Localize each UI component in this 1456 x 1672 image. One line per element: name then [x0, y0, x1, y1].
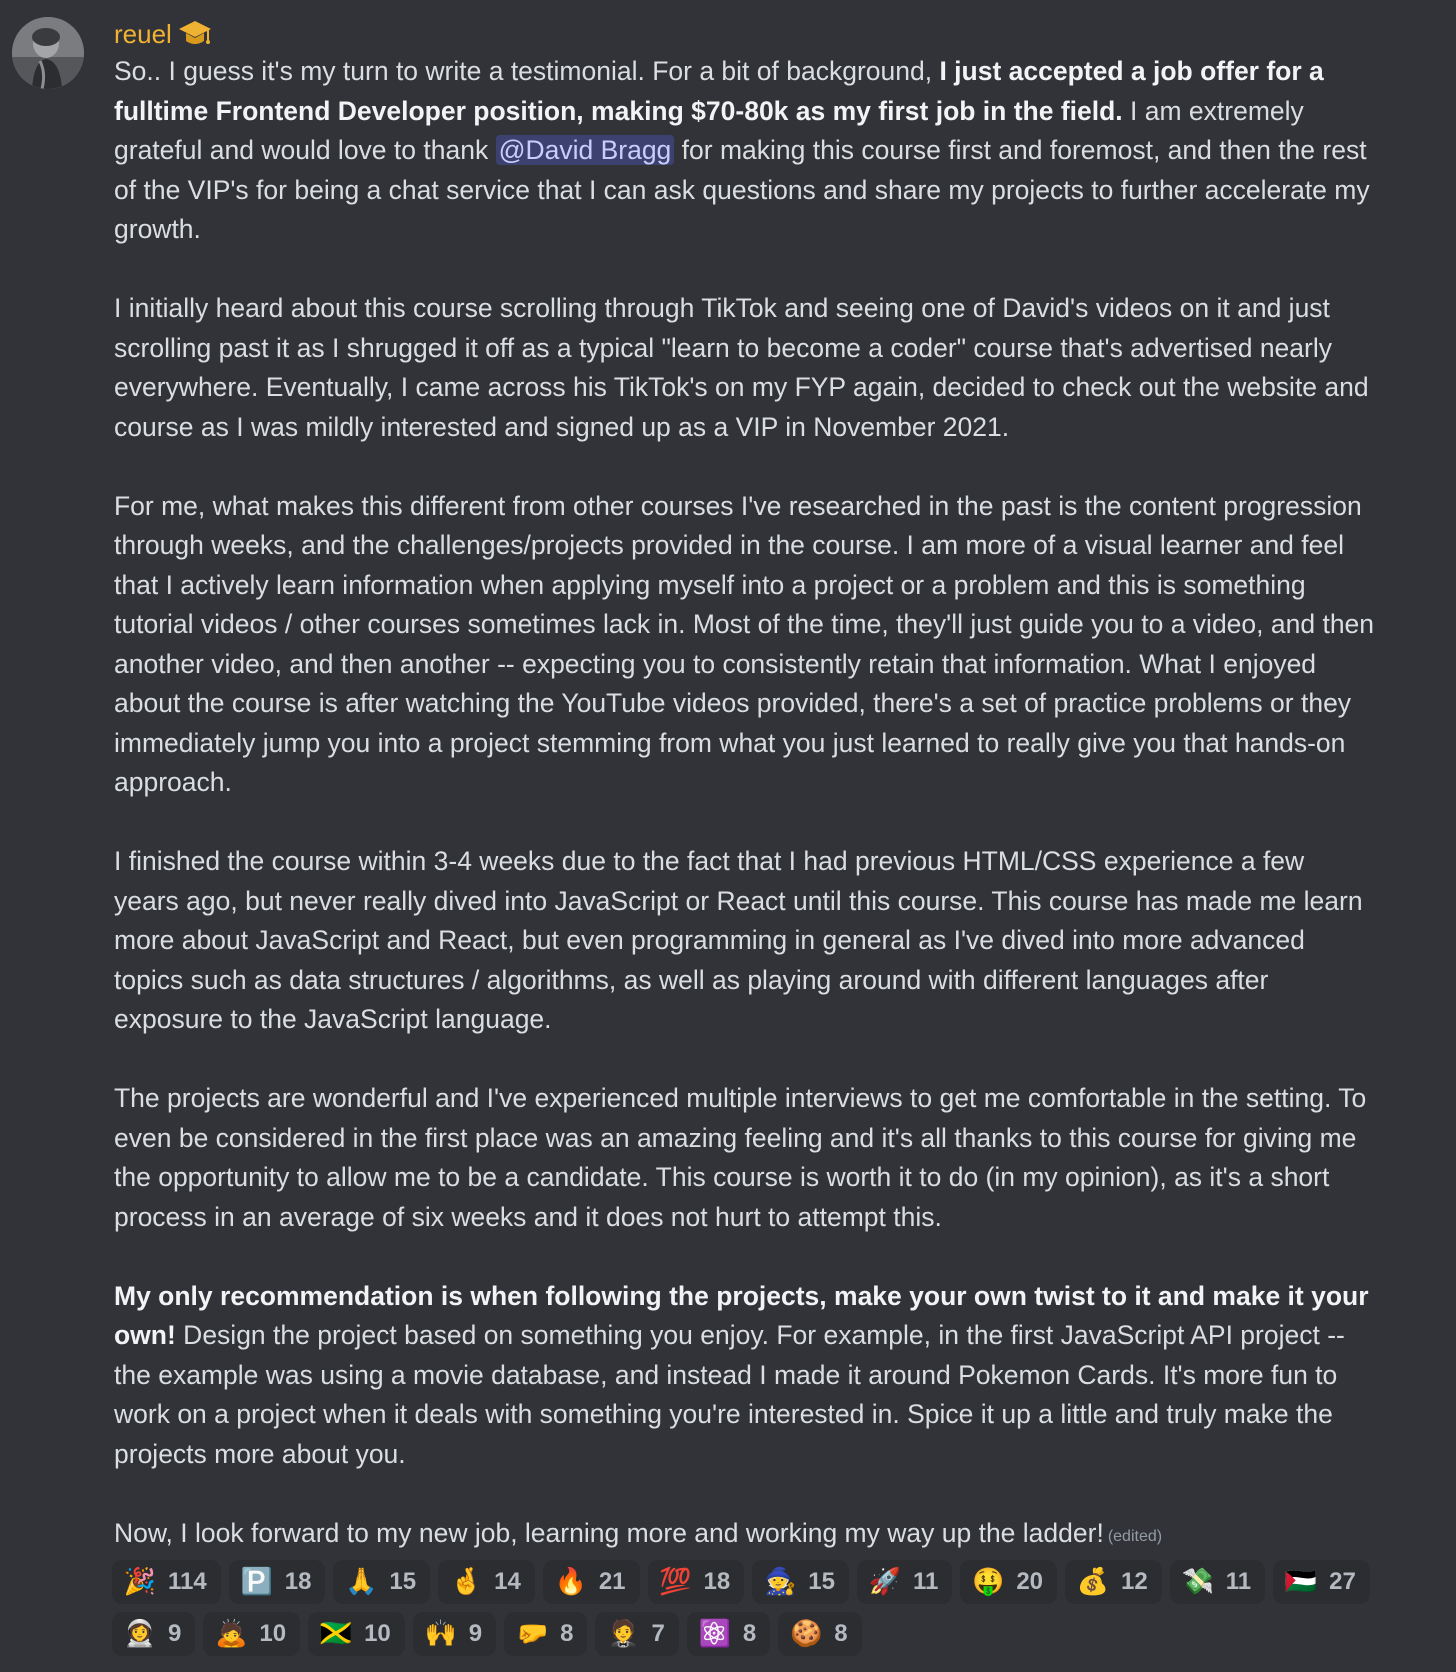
reaction-button[interactable] [752, 1560, 849, 1604]
person-icon: 👩‍🚀 [123, 1619, 157, 1649]
reaction-count: 27 [1329, 1568, 1356, 1595]
money-wings-icon: 💸 [1181, 1567, 1214, 1597]
username[interactable]: reuel [114, 18, 172, 49]
reaction-count: 21 [598, 1568, 626, 1595]
reaction-count: 18 [284, 1568, 312, 1595]
react-atom-icon: ⚛️ [698, 1619, 732, 1649]
reaction-button[interactable] [504, 1612, 587, 1656]
graduation-cap-icon [178, 19, 212, 49]
reaction-button[interactable] [778, 1612, 861, 1656]
reaction-button[interactable] [648, 1560, 745, 1604]
reaction-button[interactable] [1170, 1560, 1265, 1604]
reaction-button[interactable] [595, 1612, 678, 1656]
raising-hands-icon: 🙌 [424, 1619, 457, 1649]
reaction-count: 18 [703, 1568, 731, 1595]
reaction-button[interactable] [1065, 1560, 1162, 1604]
paragraph-projects: The projects are wonderful and I've experienced multiple interviews to get me comfortable in the setting. To even be considered in the first place was an amazing feeling and it's all thanks to this course for giving me the opportunity to allow me to be a candidate. This course is worth it to do (in my opinion), as it's a short process in an average of six weeks and it does not hurt to attempt this. [114, 1083, 1367, 1232]
message-header [114, 12, 212, 56]
money-face-icon: 🤑 [972, 1567, 1005, 1597]
reaction-button[interactable] [112, 1560, 221, 1604]
reaction-count: 8 [742, 1620, 757, 1647]
p-button-icon: 🅿️ [240, 1567, 273, 1597]
paragraph-background: I initially heard about this course scrolling through TikTok and seeing one of David's videos on it and just scrolling past it as I shrugged it off as a typical "learn to become a coder" course that's advertised nearly everywhere. Eventually, I came across his TikTok's on my FYP again, decided to check out the website and course as I was mildly interested and signed up as a VIP in November 2021. [114, 293, 1369, 442]
reaction-count: 8 [834, 1620, 848, 1647]
jamaica-flag-icon: 🇯🇲 [319, 1619, 353, 1649]
reaction-count: 15 [808, 1568, 835, 1595]
message-content [114, 52, 1376, 1556]
bowing-person-icon: 🙇 [215, 1619, 248, 1649]
reaction-button[interactable] [308, 1612, 405, 1656]
reaction-count: 15 [389, 1568, 417, 1595]
person-tuxedo-icon: 🤵 [607, 1619, 640, 1649]
reaction-count: 9 [168, 1620, 182, 1647]
folded-hands-icon: 🙏 [345, 1567, 378, 1597]
user-mention[interactable]: @David Bragg [496, 135, 675, 165]
crossed-fingers-icon: 🤞 [449, 1567, 483, 1597]
money-bag-icon: 💰 [1076, 1567, 1110, 1597]
reaction-button[interactable] [203, 1612, 300, 1656]
reaction-count: 11 [912, 1568, 939, 1595]
reaction-count: 7 [651, 1620, 665, 1647]
reaction-button[interactable] [857, 1560, 952, 1604]
reaction-button[interactable] [333, 1560, 430, 1604]
party-popper-icon: 🎉 [123, 1567, 157, 1597]
paragraph-difference: For me, what makes this different from other courses I've researched in the past is the content progression through weeks, and the challenges/projects provided in the course. I am more of a visual learner and feel that I actively learn information when applying myself into a project or a problem and this is something tutorial videos / other courses sometimes lack in. Most of the time, they'll just guide you to a video, and then another video, and then another -- expecting you to consistently retain that information. What I enjoyed about the course is after watching the YouTube videos provided, there's a set of practice problems or they immediately jump you into a project stemming from what you just learned to really give you that hands-on approach. [114, 490, 1375, 797]
reaction-count: 10 [364, 1620, 391, 1647]
reaction-button[interactable] [960, 1560, 1057, 1604]
reaction-button[interactable] [687, 1612, 770, 1656]
avatar[interactable] [12, 17, 84, 89]
reaction-button[interactable] [438, 1560, 535, 1604]
wizard-icon: 🧙 [764, 1567, 797, 1597]
reaction-button[interactable] [112, 1612, 195, 1656]
reactions-bar [112, 1560, 1412, 1656]
cookie-icon: 🍪 [790, 1619, 823, 1649]
reaction-count: 11 [1225, 1568, 1252, 1595]
paragraph-closing: Now, I look forward to my new job, learning more and working my way up the ladder! (edited) [114, 1517, 1163, 1548]
paragraph-intro: So.. I guess it's my turn to write a testimonial. For a bit of background, I just accepted a job offer for a fulltime Frontend Developer position, making $70-80k as my first job in the field. I am extremely grateful and would love to thank @David Bragg for making this course first and foremost, and then the rest of the VIP's for being a chat service that I can ask questions and share my projects to further accelerate my growth. [114, 56, 1370, 244]
reaction-button[interactable] [1273, 1560, 1370, 1604]
fist-bump-icon: 🤛 [515, 1619, 549, 1649]
bold-text: My only recommendation is when following the projects, make your own twist to it and make it your own! [114, 1280, 1369, 1350]
rocket-icon: 🚀 [868, 1567, 902, 1597]
reaction-count: 20 [1016, 1568, 1044, 1595]
paragraph-timeline: I finished the course within 3-4 weeks due to the fact that I had previous HTML/CSS experience a few years ago, but never really dived into JavaScript or React until this course. This course has made me learn more about JavaScript and React, but even programming in general as I've dived into more advanced topics such as data structures / algorithms, as well as playing around with different languages after exposure to the JavaScript language. [114, 846, 1363, 1034]
reaction-count: 14 [494, 1568, 521, 1595]
edited-label: (edited) [1107, 1527, 1163, 1545]
reaction-count: 12 [1121, 1568, 1148, 1595]
reaction-button[interactable] [543, 1560, 640, 1604]
bold-text: I just accepted a job offer for a fulltime Frontend Developer position, making $70-80k as my first job in the field. [114, 56, 1324, 126]
flag-icon: 🇵🇸 [1284, 1567, 1318, 1597]
hundred-points-icon: 💯 [659, 1567, 692, 1597]
reaction-count: 114 [168, 1568, 207, 1595]
fire-icon: 🔥 [554, 1567, 588, 1597]
reaction-count: 8 [560, 1620, 574, 1647]
reaction-count: 9 [468, 1620, 483, 1647]
user-avatar-photo [12, 17, 84, 89]
reaction-button[interactable] [413, 1612, 496, 1656]
reaction-count: 10 [259, 1620, 287, 1647]
reaction-button[interactable] [229, 1560, 326, 1604]
paragraph-recommendation: My only recommendation is when following the projects, make your own twist to it and make it your own! Design the project based on something you enjoy. For example, in the first JavaScript API project -- the example was using a movie database, and instead I made it around Pokemon Cards. It's more fun to work on a project when it deals with something you're interested in. Spice it up a little and truly make the projects more about you. [114, 1280, 1369, 1469]
